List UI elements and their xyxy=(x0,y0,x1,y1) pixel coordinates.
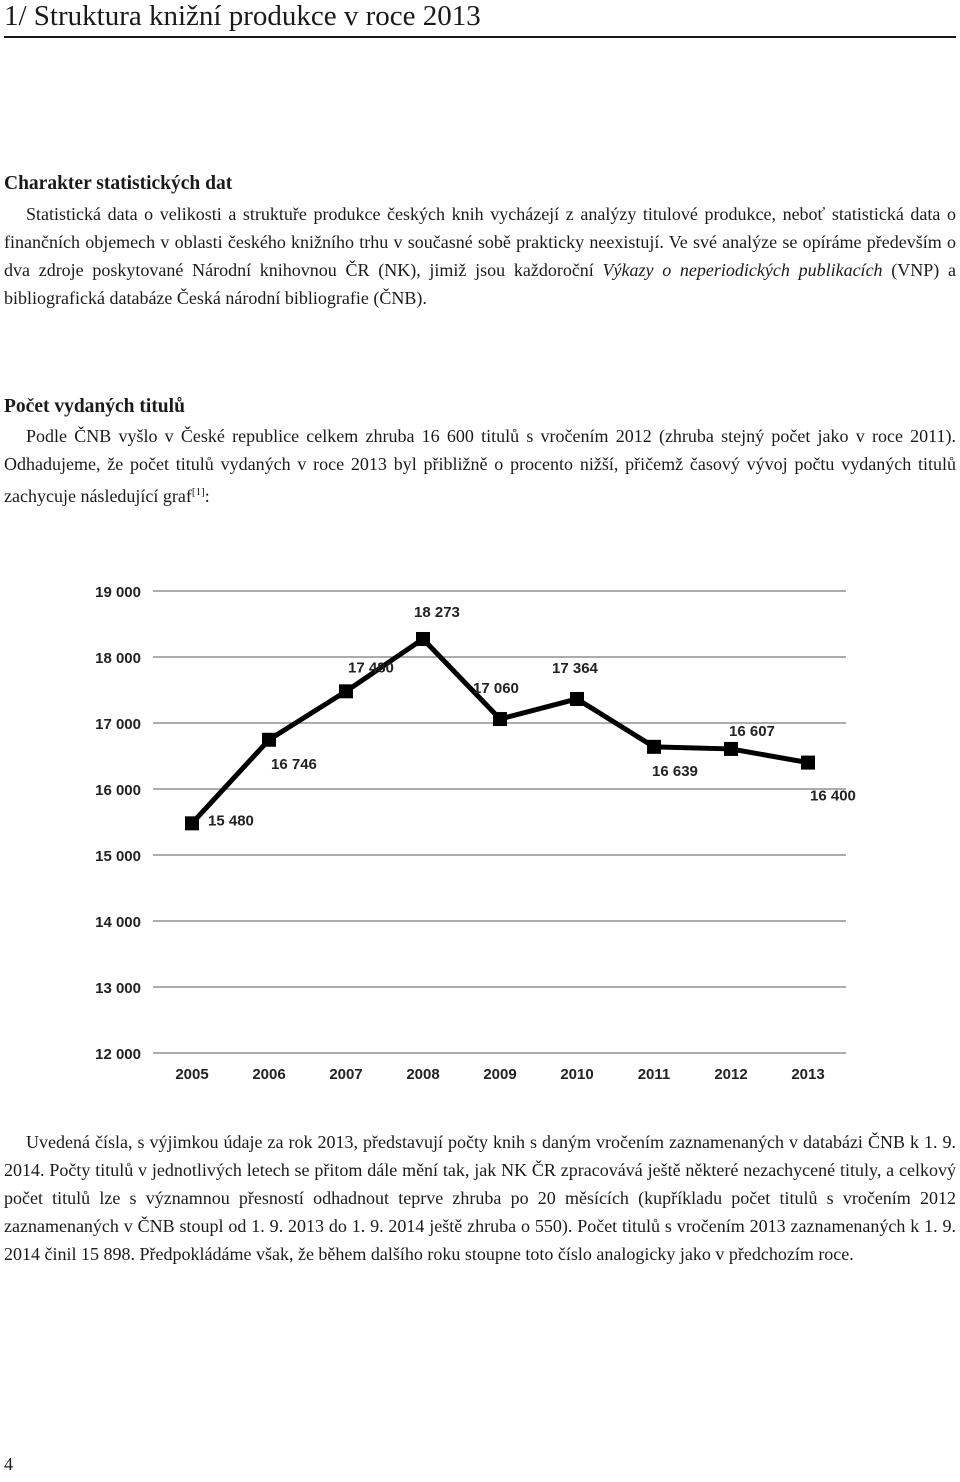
x-axis-tick-labels xyxy=(175,1066,824,1083)
y-axis-tick-labels xyxy=(95,584,141,1063)
x-tick-label: 2009 xyxy=(483,1066,517,1083)
data-label: 15 480 xyxy=(208,812,254,830)
y-tick-label: 18 000 xyxy=(95,650,141,667)
paragraph-title-count xyxy=(4,422,956,510)
section-heading-data-character: Charakter statistických dat xyxy=(4,173,233,194)
data-label: 16 400 xyxy=(810,787,856,805)
data-point-marker xyxy=(801,756,815,770)
paragraph-text-end: : xyxy=(204,486,210,506)
section-heading-title-count: Počet vydaných titulů xyxy=(4,396,185,417)
x-tick-label: 2005 xyxy=(175,1066,209,1083)
x-tick-label: 2012 xyxy=(714,1066,748,1083)
y-tick-label: 16 000 xyxy=(95,782,141,799)
data-point-marker xyxy=(647,740,661,754)
x-tick-label: 2013 xyxy=(791,1066,825,1083)
data-label: 17 364 xyxy=(552,659,598,677)
y-tick-label: 14 000 xyxy=(95,914,141,931)
paragraph-text-end: (VNP) a bibliografická databáze Česká národní bibliografie (ČNB). xyxy=(4,260,956,308)
paragraph-data-character xyxy=(4,200,956,312)
data-label: 16 607 xyxy=(729,722,775,740)
title-rule xyxy=(4,36,956,38)
data-point-marker xyxy=(493,712,507,726)
x-tick-label: 2011 xyxy=(637,1066,671,1083)
data-point-marker xyxy=(416,632,430,646)
paragraph-italic-title: Výkazy o neperiodických publikacích xyxy=(602,260,883,280)
y-tick-label: 17 000 xyxy=(95,716,141,733)
data-point-marker xyxy=(570,692,584,706)
x-tick-label: 2007 xyxy=(329,1066,363,1083)
paragraph-text: Podle ČNB vyšlo v České republice celkem zhruba 16 600 titulů s vročením 2012 (zhruba stejný počet jako v roce 2011). Odhadujeme, že počet titulů vydaných v roce 2013 byl přibližně o procento nižší, přičemž časový vývoj počtu vydaných titulů zachycuje následující graf xyxy=(4,426,956,506)
titles-line-chart xyxy=(0,560,960,1100)
y-tick-label: 15 000 xyxy=(95,848,141,865)
data-label: 18 273 xyxy=(414,603,460,621)
series-line xyxy=(192,639,808,823)
paragraph-text: Uvedená čísla, s výjimkou údaje za rok 2013, představují počty knih s daným vročením zaznamenaných v databázi ČNB k 1. 9. 2014. Počty titulů v jednotlivých letech se přitom dále mění tak, jak NK ČR zpracovává ještě některé nezachycené tituly, a celkový počet titulů lze s významnou přesností odhadnout teprve zhruba po 20 měsících (kupříkladu počet titulů s vročením 2012 zaznamenaných v ČNB stoupl od 1. 9. 2013 do 1. 9. 2014 ještě zhruba o 550). Počet titulů s vročením 2013 zaznamenaných k 1. 9. 2014 činil 15 898. Předpokládáme však, že během dalšího roku stoupne toto číslo analogicky jako v předchozím roce. xyxy=(4,1132,956,1264)
data-point-marker xyxy=(185,816,199,830)
paragraph-notes xyxy=(4,1128,956,1268)
x-tick-label: 2006 xyxy=(252,1066,286,1083)
footnote-reference: [1] xyxy=(191,486,205,498)
data-point-marker xyxy=(262,733,276,747)
data-point-marker xyxy=(339,684,353,698)
x-tick-label: 2010 xyxy=(560,1066,594,1083)
data-line xyxy=(192,639,808,823)
page-title: 1/ Struktura knižní produkce v roce 2013 xyxy=(4,0,481,32)
y-tick-label: 12 000 xyxy=(95,1046,141,1063)
data-point-marker xyxy=(724,742,738,756)
paragraph-text: Statistická data o velikosti a struktuře produkce českých knih vycházejí z analýzy titulové produkce, neboť statistická data o finančních objemech v oblasti českého knižního trhu v současné sobě prakticky neexistují. Ve své analýze se opíráme především o dva zdroje poskytované Národní knihovnou ČR (NK), jimiž jsou každoroční xyxy=(4,204,956,280)
data-label: 17 480 xyxy=(348,659,394,677)
y-tick-label: 19 000 xyxy=(95,584,141,601)
data-label: 17 060 xyxy=(473,680,519,698)
y-tick-label: 13 000 xyxy=(95,980,141,997)
data-label: 16 639 xyxy=(652,762,698,780)
page-number: 4 xyxy=(4,1454,13,1474)
x-tick-label: 2008 xyxy=(406,1066,440,1083)
gridlines xyxy=(153,591,846,1053)
data-label: 16 746 xyxy=(271,755,317,773)
